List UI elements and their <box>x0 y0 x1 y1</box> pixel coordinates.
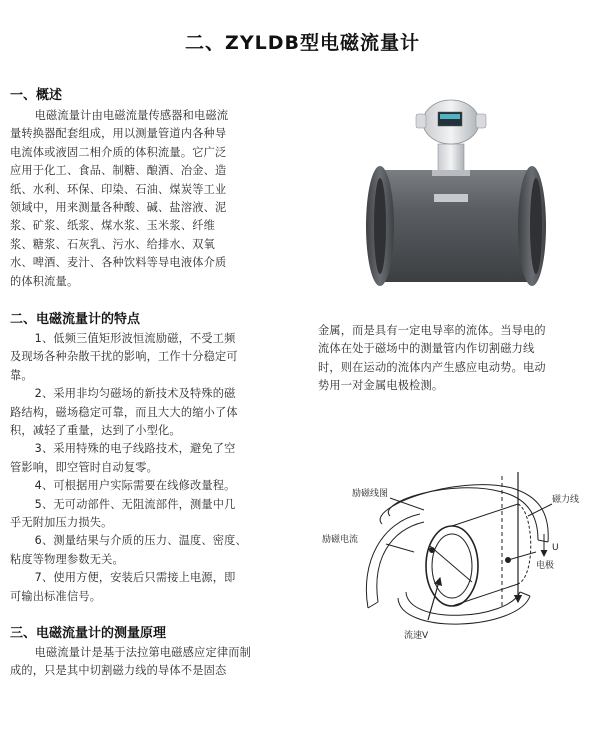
feature-line: 及现场各种杂散干扰的影响，工作十分稳定可 <box>10 350 238 364</box>
section1-line: 电磁流量计由电磁流量传感器和电磁流 <box>34 109 229 122</box>
feature-line: 4、可根据用户实际需要在线修改量程。 <box>34 479 236 493</box>
coil-label: 励磁线图 <box>352 489 389 499</box>
section1-heading: 一、概述 <box>10 88 63 103</box>
principle-line: 电磁流量计是基于法拉第电磁感应定律而制 <box>34 646 251 659</box>
voltage-label: U <box>552 543 559 553</box>
section1-line: 电流体或液固二相介质的体积流量。它广泛 <box>10 145 227 159</box>
feature-line: 3、采用特殊的电子线路技术，避免了空 <box>34 442 236 456</box>
feature-line: 7、使用方便，安装后只需接上电源，即 <box>34 571 236 585</box>
principle-line: 流体在处于磁场中的测量管内作切割磁力线 <box>318 342 535 356</box>
principle-diagram <box>312 452 597 644</box>
section1-line: 浆、糖浆、石灰乳、污水、给排水、双氧 <box>10 237 215 251</box>
section2-heading: 二、电磁流量计的特点 <box>10 312 141 327</box>
feature-line: 路结构，磁场稳定可靠，而且大大的缩小了体 <box>10 405 238 419</box>
section1-line: 的体积流量。 <box>10 274 79 288</box>
feature-line: 靠。 <box>10 368 33 382</box>
section1-line: 纸、水利、环保、印染、石油、煤炭等工业 <box>10 182 227 196</box>
feature-line: 2、采用非均匀磁场的新技术及特殊的磁 <box>34 387 236 401</box>
section2-body <box>10 330 280 606</box>
principle-continued <box>318 322 590 396</box>
feature-line: 粘度等物理参数无关。 <box>10 552 124 566</box>
page-title: 二、ZYLDB型电磁流量计 <box>185 32 420 54</box>
principle-line: 金属，而是具有一定电导率的流体。当导电的 <box>318 324 546 337</box>
electrode-label: 电极 <box>536 561 555 571</box>
section1-line: 浆、矿浆、纸浆、煤水浆、玉米浆、纤维 <box>10 219 215 233</box>
electrode-dot <box>505 557 511 563</box>
feature-line: 6、测量结果与介质的压力、温度、密度、 <box>34 534 247 548</box>
principle-line: 成的，只是其中切割磁力线的导体不是固态 <box>10 664 227 678</box>
feature-line: 5、无可动部件、无阻流部件，测量中几 <box>34 497 236 511</box>
electrode-dot <box>429 547 435 553</box>
feature-line: 1、低频三值矩形波恒流励磁，不受工频 <box>34 332 236 345</box>
principle-line: 时，则在运动的流体内产生感应电动势。电动 <box>318 360 546 374</box>
feature-line: 可输出标准信号。 <box>10 589 102 603</box>
flowmeter-image <box>350 98 562 298</box>
section3-body <box>10 644 280 681</box>
section1-body <box>10 107 280 291</box>
feature-line: 积，减轻了重量，达到了小型化。 <box>10 424 181 438</box>
flow-velocity-label: 流速V <box>404 631 429 641</box>
section1-line: 领域中，用来测量各种酸、碱、盐溶液、泥 <box>10 201 227 215</box>
section1-line: 水、啤酒、麦汁、各种饮料等导电液体介质 <box>10 256 227 270</box>
principle-line: 势用一对金属电极检测。 <box>318 379 444 393</box>
current-label: 励磁电流 <box>322 535 359 545</box>
section1-line: 量转换器配套组成，用以测量管道内各种导 <box>10 127 227 141</box>
field-line-label: 磁力线 <box>552 495 580 505</box>
feature-line: 管影响，即空管时自动复零。 <box>10 460 159 474</box>
feature-line: 乎无附加压力损失。 <box>10 516 113 530</box>
section3-heading: 三、电磁流量计的测量原理 <box>10 626 167 641</box>
section1-line: 应用于化工、食品、制糖、酿酒、冶金、造 <box>10 164 227 178</box>
